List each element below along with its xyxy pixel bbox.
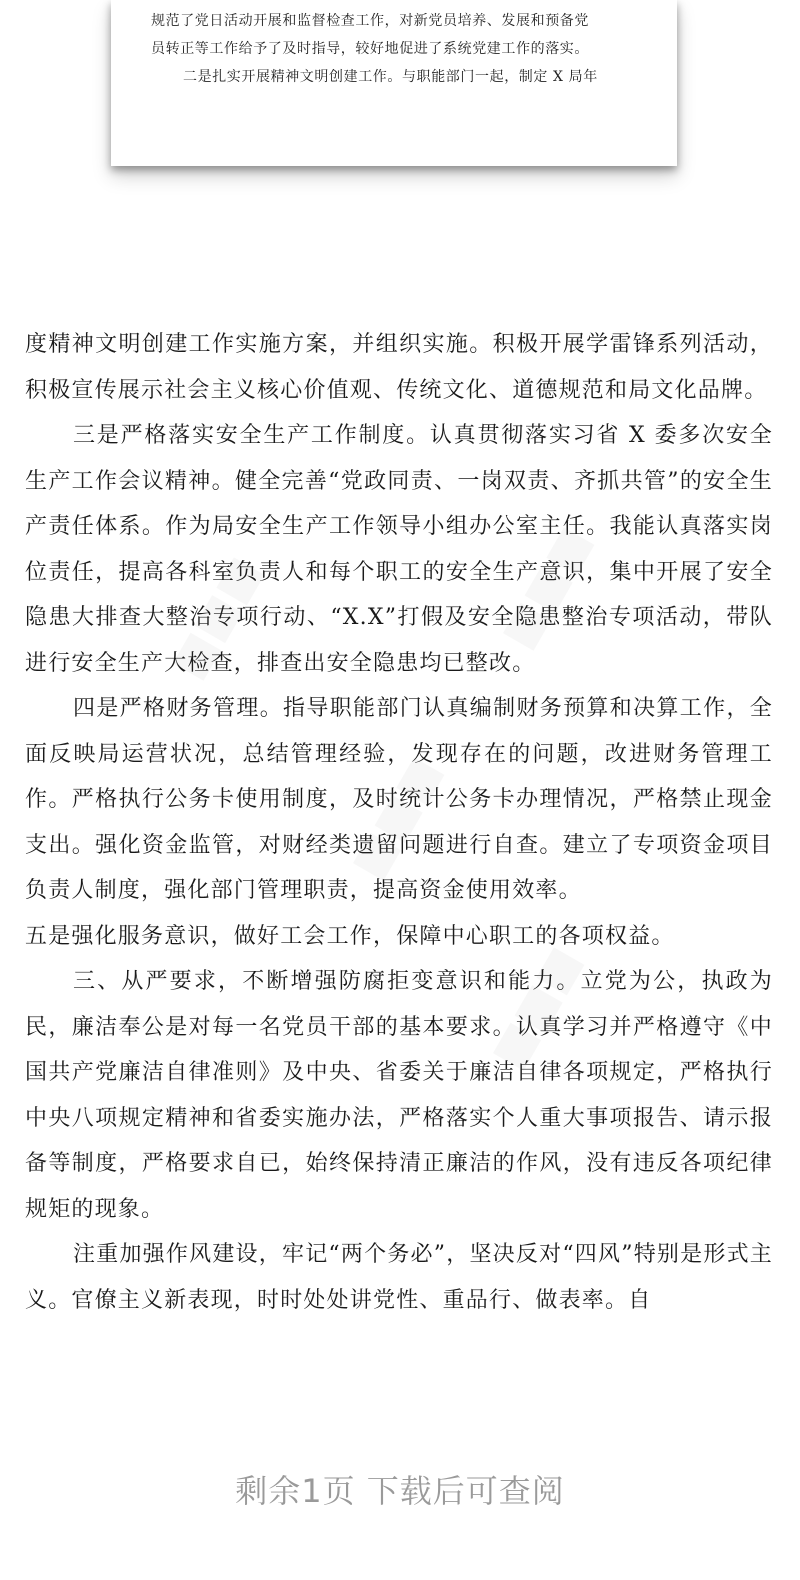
watermark: ■■■: [159, 547, 272, 687]
preview-page-card: [111, 0, 677, 166]
remaining-pages-hint[interactable]: 剩余1页 下载后可查阅: [235, 1472, 565, 1510]
document-paragraph: 三、从严要求，不断增强防腐拒变意识和能力。立党为公，执政为民，廉洁奉公是对每一名党员干部的基本要求。认真学习并严格遵守《中国共产党廉洁自律准则》及中央、省委关于廉洁自律各项规定，严格执行中央八项规定精神和省委实施办法，严格落实个人重大事项报告、请示报备等制度，严格要求自已，始终保持清正廉洁的作风，没有违反各项纪律规矩的现象。: [25, 969, 773, 1222]
watermark: ■■■: [339, 747, 452, 887]
preview-line: 规范了党日活动开展和监督检查工作，对新党员培养、发展和预备党: [151, 13, 589, 29]
document-paragraph: 三是严格落实安全生产工作制度。认真贯彻落实习省 X 委多次安全生产工作会议精神。健全完善“党政同责、一岗双责、齐抓共管”的安全生产责任体系。作为局安全生产工作领导小组办公室主任。我能认真落实岗位责任，提高各科室负责人和每个职工的安全生产意识，集中开展了安全隐患大排查大整治专项行动、“X.X”打假及安全隐患整治专项活动，带队进行安全生产大检查，排查出安全隐患均已整改。: [25, 423, 773, 676]
watermark: ■■■: [489, 517, 602, 657]
document-paragraph: 五是强化服务意识，做好工会工作，保障中心职工的各项权益。: [25, 923, 675, 949]
preview-line: 员转正等工作给予了及时指导，较好地促进了系统党建工作的落实。: [151, 41, 589, 57]
document-paragraph: 注重加强作风建设，牢记“两个务必”，坚决反对“四风”特别是形式主义。官僚主义新表现，时时处处讲党性、重品行、做表率。自: [25, 1242, 773, 1313]
document-body: [25, 322, 773, 1323]
watermark: ■■■: [479, 937, 592, 1077]
document-paragraph: 度精神文明创建工作实施方案，并组织实施。积极开展学雷锋系列活动，积极宣传展示社会主义核心价值观、传统文化、道德规范和局文化品牌。: [25, 332, 773, 403]
document-paragraph: 四是严格财务管理。指导职能部门认真编制财务预算和决算工作，全面反映局运营状况，总结管理经验，发现存在的问题，改进财务管理工作。严格执行公务卡使用制度，及时统计公务卡办理情况，严格禁止现金支出。强化资金监管，对财经类遗留问题进行自查。建立了专项资金项目负责人制度，强化部门管理职责，提高资金使用效率。: [25, 696, 773, 903]
preview-line: 二是扎实开展精神文明创建工作。与职能部门一起，制定 X 局年: [183, 69, 598, 85]
